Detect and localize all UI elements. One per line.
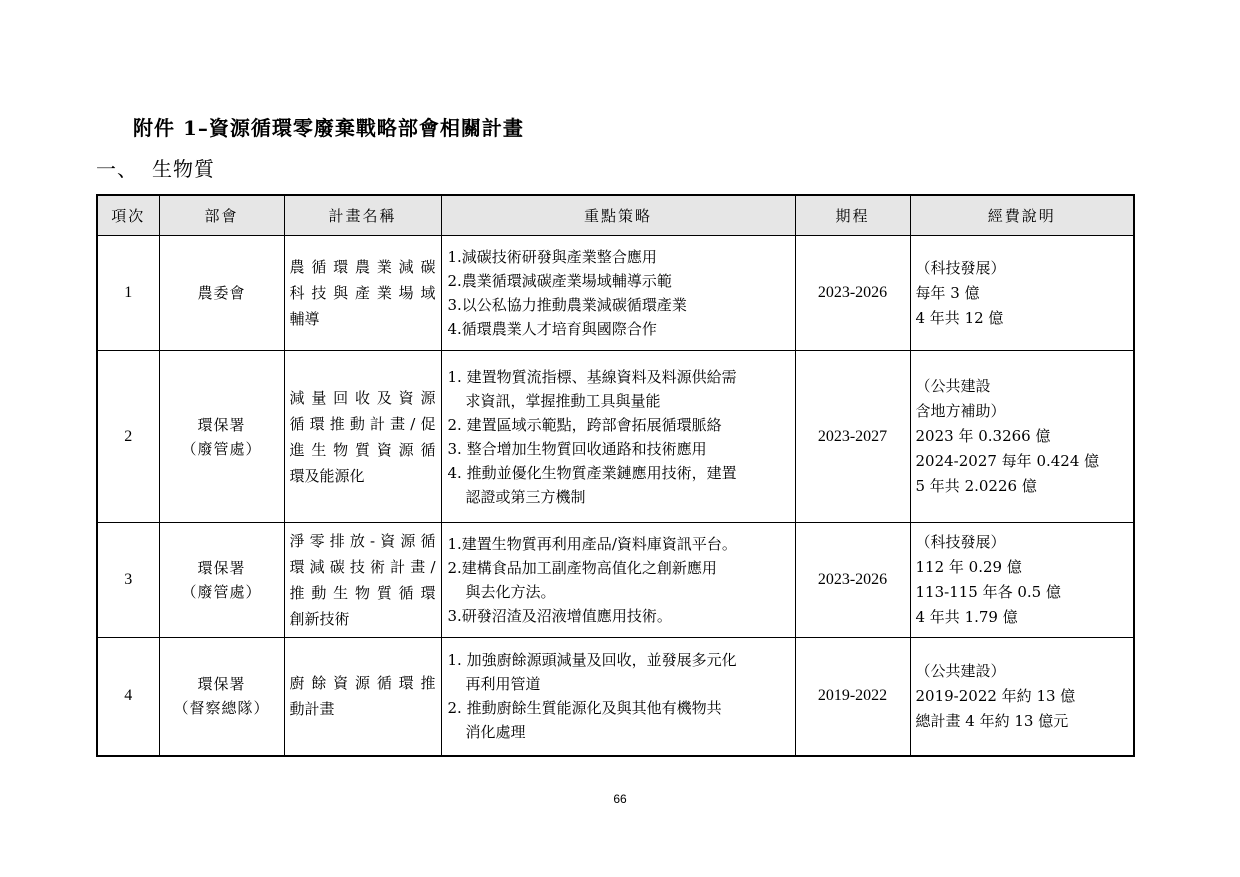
funding-line: 4 年共 12 億 [915,308,1004,327]
strategy-line: 1. 建置物質流指標、基線資料及料源供給需 [447,367,737,386]
cell-period: 2023-2026 [795,236,910,351]
dept-line: 環保署 [197,559,246,577]
cell-funding [910,351,1134,523]
cell-funding [910,638,1134,756]
cell-dept [159,351,284,523]
strategy-line: 1.建置生物質再利用產品/資料庫資訊平台。 [447,535,737,553]
dept-line: （督察總隊） [173,699,270,718]
page-number: 66 [613,792,627,806]
cell-dept [159,236,284,351]
document-title: 附件 1–資源循環零廢棄戰略部會相關計畫 [133,116,524,140]
plan-name-line: 科技與產業場域 [289,284,436,302]
header-seq: 項次 [97,195,159,236]
table-header-row [97,195,1134,236]
cell-period: 2023-2027 [795,351,910,523]
funding-line: （科技發展） [915,533,1006,551]
plan-name-line: 環及能源化 [289,466,365,485]
plan-name-line: 淨零排放-資源循 [289,532,436,550]
funding-line: （科技發展） [915,258,1006,277]
section-number: 一、 [96,157,138,181]
plan-name-line: 減量回收及資源 [289,388,436,407]
section-heading [96,153,215,182]
plans-table [96,194,1135,757]
funding-line: 4 年共 1.79 億 [915,608,1018,626]
cell-dept [159,638,284,756]
strategy-line: 1. 加強廚餘源頭減量及回收，並發展多元化 [447,651,737,670]
cell-plan-name [284,523,441,638]
plan-name-line: 推動生物質循環 [289,584,436,602]
strategy-line: 1.減碳技術研發與產業整合應用 [447,248,657,266]
plan-name-line: 廚餘資源循環推 [289,674,436,693]
strategy-line: 2.農業循環減碳產業場域輔導示範 [447,272,672,290]
cell-strategy [441,638,795,756]
table-row [97,236,1134,351]
plan-name-line: 環減碳技術計畫/ [289,558,436,576]
strategy-line: 2. 推動廚餘生質能源化及與其他有機物共 [447,699,722,718]
header-dept: 部會 [159,195,284,236]
strategy-line: 2.建構食品加工副產物高值化之創新應用 [447,559,717,577]
strategy-line: 3.以公私協力推動農業減碳循環產業 [447,296,687,314]
plan-name-line: 輔導 [289,310,320,328]
strategy-line: 2. 建置區域示範點，跨部會拓展循環脈絡 [447,415,722,434]
cell-strategy [441,351,795,523]
plan-name-line: 創新技術 [289,610,350,628]
funding-line: 5 年共 2.0226 億 [915,477,1037,495]
header-strategy: 重點策略 [441,195,795,236]
strategy-line: 認證或第三方機制 [465,487,586,506]
funding-line: 每年 3 億 [915,283,980,302]
header-period: 期程 [795,195,910,236]
dept-line: （廢管處） [181,583,262,601]
strategy-line: 再利用管道 [465,675,541,694]
plan-name-line: 循環推動計畫/促 [289,414,436,433]
header-funding: 經費說明 [910,195,1134,236]
table-row [97,523,1134,638]
strategy-line: 3.研發沼渣及沼液增值應用技術。 [447,607,672,625]
table-row [97,351,1134,523]
dept-line: （廢管處） [181,439,262,458]
strategy-line: 4.循環農業人才培育與國際合作 [447,320,657,338]
funding-line: 2023 年 0.3266 億 [915,427,1051,445]
strategy-line: 4. 推動並優化生物質產業鏈應用技術，建置 [447,463,737,482]
cell-plan-name [284,351,441,523]
dept-line: 環保署 [197,675,246,694]
cell-plan-name [284,638,441,756]
plan-name-line: 進生物質資源循 [289,440,436,459]
cell-seq: 2 [97,351,159,523]
funding-line: 112 年 0.29 億 [915,558,1022,576]
funding-line: 113-115 年各 0.5 億 [915,583,1061,601]
dept-line: 環保署 [197,415,246,434]
funding-line: 2024-2027 每年 0.424 億 [915,452,1100,470]
section-title: 生物質 [152,157,215,181]
funding-line: （公共建設） [915,661,1006,680]
cell-strategy [441,523,795,638]
dept-line: 農委會 [197,284,246,302]
strategy-line: 3. 整合增加生物質回收通路和技術應用 [447,439,707,458]
cell-seq: 4 [97,638,159,756]
cell-seq: 1 [97,236,159,351]
strategy-line: 消化處理 [465,723,526,742]
cell-plan-name [284,236,441,351]
cell-dept [159,523,284,638]
header-plan-name: 計畫名稱 [284,195,441,236]
funding-line: 含地方補助） [915,402,1006,420]
strategy-line: 求資訊，掌握推動工具與量能 [465,391,661,410]
table-row [97,638,1134,756]
strategy-line: 與去化方法。 [465,583,556,601]
cell-seq: 3 [97,523,159,638]
plan-name-line: 農循環農業減碳 [289,258,436,276]
funding-line: （公共建設 [915,377,991,395]
cell-strategy [441,236,795,351]
cell-funding [910,236,1134,351]
funding-line: 2019-2022 年約 13 億 [915,686,1076,705]
cell-period: 2023-2026 [795,523,910,638]
cell-funding [910,523,1134,638]
cell-period: 2019-2022 [795,638,910,756]
funding-line: 總計畫 4 年約 13 億元 [915,711,1069,730]
plan-name-line: 動計畫 [289,700,335,719]
